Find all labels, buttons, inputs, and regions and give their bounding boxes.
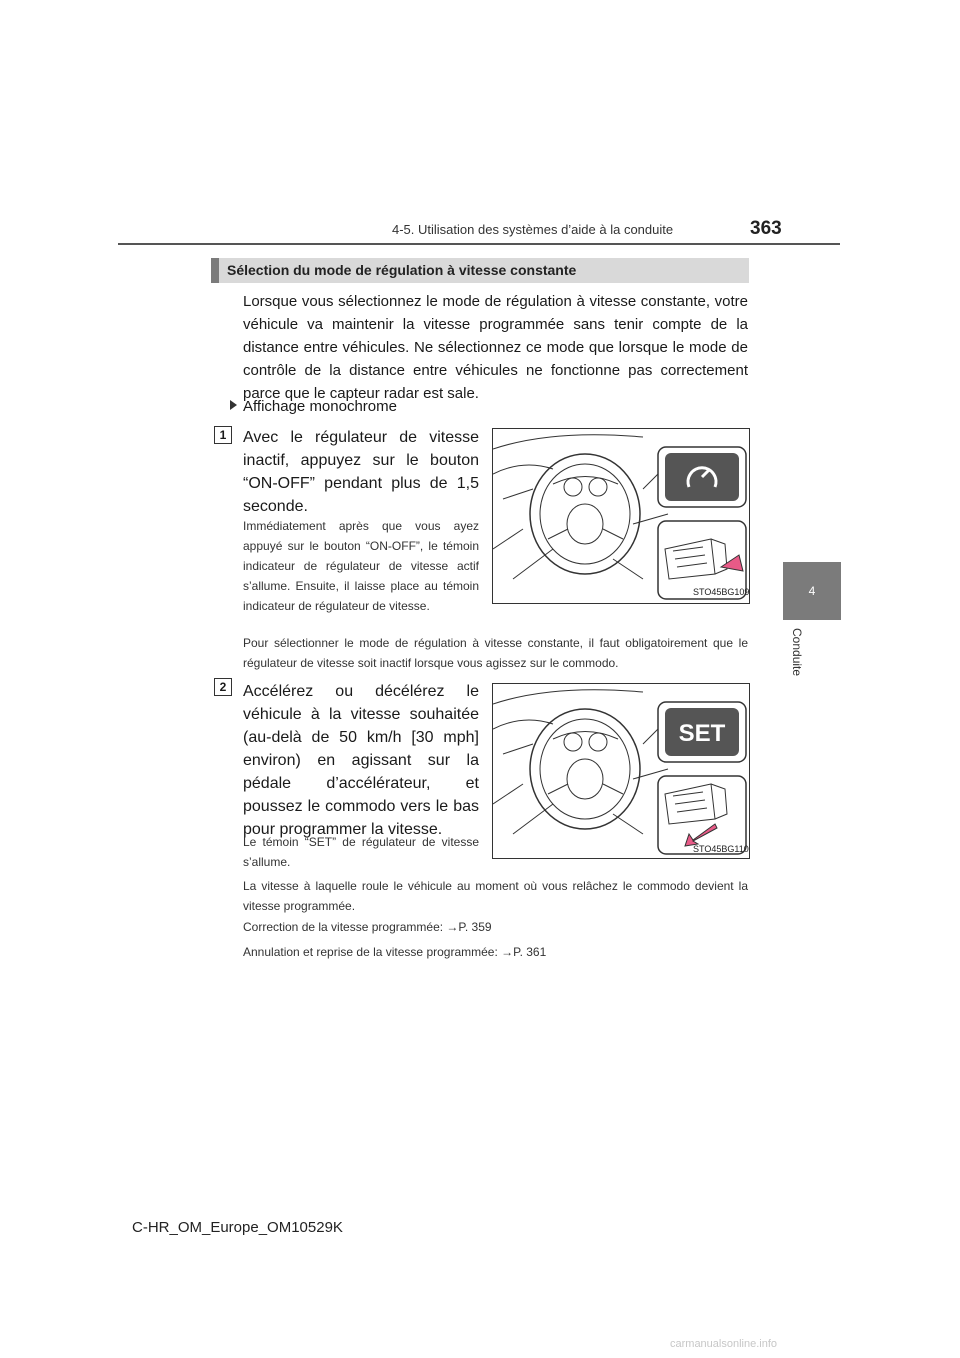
watermark: carmanualsonline.info bbox=[670, 1338, 778, 1350]
bullet-text: Affichage monochrome bbox=[243, 398, 397, 415]
chapter-tab bbox=[783, 562, 841, 620]
figure-step-1 bbox=[492, 428, 750, 604]
intro-paragraph: Lorsque vous sélectionnez le mode de régulation à vitesse constante, votre véhicule va maintenir la vitesse programmée sans tenir compte de la distance entre véhicules. Ne sélectionnez ce mode que lorsque le mode de contrôle de la distance entre véhicules ne fonctionne pas correctement parce que le capteur radar est sale. bbox=[243, 293, 748, 402]
chapter-number: 4 bbox=[808, 584, 816, 598]
step-2-note-2: Correction de la vitesse programmée: →P. 359 bbox=[243, 920, 492, 934]
step-1-full-note: Pour sélectionner le mode de régulation à vitesse constante, il faut obligatoirement que le régulateur de vitesse soit inactif lorsque vous agissez sur le commodo. bbox=[243, 636, 748, 670]
running-header-section: 4-5. Utilisation des systèmes d’aide à la conduite bbox=[392, 222, 674, 237]
header-rule bbox=[118, 243, 840, 245]
step-1-title: Avec le régulateur de vitesse inactif, appuyez sur le bouton “ON-OFF” pendant plus de 1,5 seconde. bbox=[243, 429, 479, 515]
display-type-bullet bbox=[230, 398, 397, 415]
section-title: Sélection du mode de régulation à vitesse constante bbox=[211, 258, 749, 283]
steering-wheel-illustration bbox=[493, 429, 750, 604]
set-indicator-text: SET bbox=[678, 720, 726, 747]
figure-1-code: STO45BG109 bbox=[693, 587, 750, 597]
chapter-label: Conduite bbox=[790, 628, 804, 677]
step-1-number: 1 bbox=[214, 426, 232, 444]
step-2-note: Le témoin “SET” de régulateur de vitesse s’allume. bbox=[243, 835, 479, 869]
step-2-title: Accélérez ou décélérez le véhicule à la vitesse souhaitée (au-delà de 50 km/h [30 mph] environ) en agissant sur la pédale d’accélérateur, et poussez le commodo vers le bas pour programmer la vitesse. bbox=[243, 683, 479, 838]
steering-wheel-illustration bbox=[493, 684, 750, 859]
step-2-note-3: Annulation et reprise de la vitesse programmée: →P. 361 bbox=[243, 945, 547, 959]
figure-2-code: STO45BG110 bbox=[693, 844, 749, 854]
page-number: 363 bbox=[750, 218, 782, 239]
triangle-bullet-icon bbox=[230, 400, 237, 410]
figure-step-2 bbox=[492, 683, 750, 859]
document-code: C-HR_OM_Europe_OM10529K bbox=[132, 1219, 343, 1236]
step-1-note: Immédiatement après que vous ayez appuyé sur le bouton “ON-OFF”, le témoin indicateur de régulateur de vitesse actif s’allume. Ensuite, il laisse place au témoin indicateur de régulateur de vitesse. bbox=[243, 519, 479, 613]
step-2-number: 2 bbox=[214, 678, 232, 696]
step-2-note-1: La vitesse à laquelle roule le véhicule au moment où vous relâchez le commodo devient la vitesse programmée. bbox=[243, 879, 748, 913]
